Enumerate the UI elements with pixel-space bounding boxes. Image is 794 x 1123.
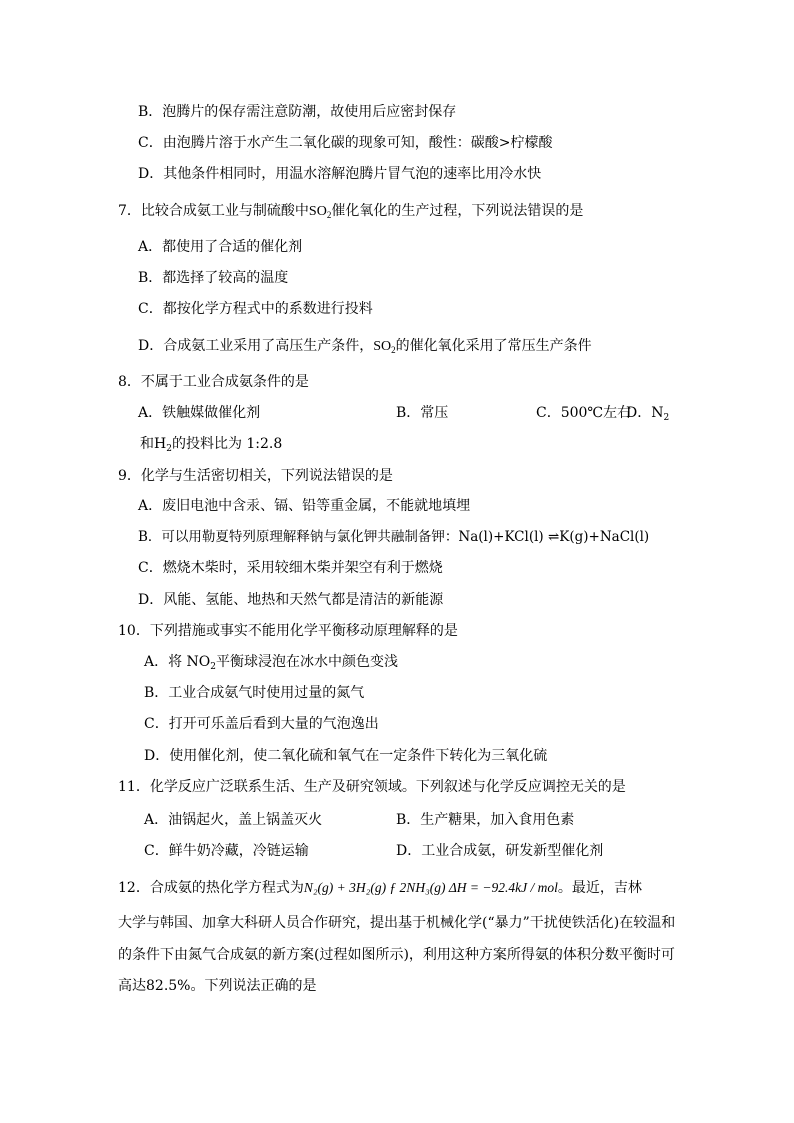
q7-stem-part2: 催化氧化的生产过程，下列说法错误的是 xyxy=(331,203,584,219)
q7-option-d-part2: 的催化氧化采用了常压生产条件 xyxy=(395,338,592,354)
q6-option-d: D．其他条件相同时，用温水溶解泡腾片冒气泡的速率比用冷水快 xyxy=(138,166,542,182)
q10-option-c: C．打开可乐盖后看到大量的气泡逸出 xyxy=(144,716,379,732)
q12-stem-part1: 12．合成氨的热化学方程式为 xyxy=(118,880,304,896)
q12-stem-part2: 。最近，吉林 xyxy=(557,880,642,896)
q9-option-b: B．可以用勒夏特列原理解释钠与氯化钾共融制备钾：Na(l)+KCl(l) ⇌K(g)+NaCl(l) xyxy=(138,529,650,545)
q11-option-a: A．油锅起火，盖上锅盖灭火 xyxy=(144,812,323,828)
q8-option-d-continued xyxy=(140,434,282,459)
q10-stem: 10．下列措施或事实不能用化学平衡移动原理解释的是 xyxy=(118,623,458,639)
q7-option-d-so2: SO xyxy=(373,339,392,354)
q7-so2: SO xyxy=(308,204,327,219)
q11-option-c: C．鲜牛奶冷藏，冷链运输 xyxy=(144,843,309,859)
q12-line-4: 高达82.5%。下列说法正确的是 xyxy=(118,978,317,994)
q7-stem-part1: 7．比较合成氨工业与制硫酸中 xyxy=(118,203,309,219)
q8-option-d-part1: D．N xyxy=(626,405,664,421)
q9-option-a: A．废旧电池中含汞、镉、铅等重金属，不能就地填埋 xyxy=(138,498,471,514)
q8-stem: 8．不属于工业合成氨条件的是 xyxy=(118,374,309,390)
q7-option-d-so2-sub: 2 xyxy=(391,345,396,355)
q12-line-2: 大学与韩国、加拿大科研人员合作研究，提出基于机械化学(“暴力”干扰使铁活化)在较温和 xyxy=(118,915,676,931)
q6-option-c: C．由泡腾片溶于水产生二氧化碳的现象可知，酸性：碳酸>柠檬酸 xyxy=(138,135,553,151)
q8-option-d-sub: 2 xyxy=(663,413,670,423)
q6-option-b: B．泡腾片的保存需注意防潮，故使用后应密封保存 xyxy=(138,104,457,120)
q10-option-a-part1: A．将 NO xyxy=(144,654,211,670)
q9-option-c: C．燃烧木柴时，采用较细木柴并架空有利于燃烧 xyxy=(138,560,443,576)
q8-option-d-part2: 和H xyxy=(140,436,167,452)
q10-option-d: D．使用催化剂，使二氧化硫和氧气在一定条件下转化为三氧化硫 xyxy=(144,748,548,764)
q7-option-b: B．都选择了较高的温度 xyxy=(138,270,289,286)
q9-stem: 9．化学与生活密切相关，下列说法错误的是 xyxy=(118,468,393,484)
q11-option-d: D．工业合成氨，研发新型催化剂 xyxy=(396,843,604,859)
q8-option-d-part3: 的投料比为 1:2.8 xyxy=(171,436,283,452)
q12-stem xyxy=(118,878,642,898)
q7-option-c: C．都按化学方程式中的系数进行投料 xyxy=(138,301,373,317)
q12-line-3: 的条件下由氮气合成氨的新方案(过程如图所示)，利用这种方案所得氨的体积分数平衡时可 xyxy=(118,947,675,963)
q7-option-d xyxy=(138,336,592,360)
q10-option-a xyxy=(144,652,398,677)
q11-stem: 11．化学反应广泛联系生活、生产及研究领域。下列叙述与化学反应调控无关的是 xyxy=(118,779,626,795)
q8-option-c: C．500℃左右 xyxy=(536,405,632,421)
q7-stem xyxy=(118,201,583,225)
q8-option-d-sub2: 2 xyxy=(166,444,172,454)
q8-option-d xyxy=(626,403,669,428)
q10-option-a-part2: 平衡球浸泡在冰水中颜色变浅 xyxy=(216,654,399,670)
q7-option-a: A．都使用了合适的催化剂 xyxy=(138,239,303,255)
q7-option-d-part1: D．合成氨工业采用了高压生产条件， xyxy=(138,338,374,354)
q10-option-b: B．工业合成氨气时使用过量的氮气 xyxy=(144,685,365,701)
q8-option-b: B．常压 xyxy=(396,405,449,421)
q8-option-a: A．铁触媒做催化剂 xyxy=(138,405,261,421)
q11-option-b: B．生产糖果，加入食用色素 xyxy=(396,812,575,828)
q9-option-d: D．风能、氢能、地热和天然气都是清洁的新能源 xyxy=(138,592,444,608)
q7-so2-sub: 2 xyxy=(326,210,332,220)
q12-equation: N₂(g) + 3H₂(g) ƒ 2NH₃(g) ΔH = −92.4kJ / mol xyxy=(303,880,558,895)
q10-option-a-sub: 2 xyxy=(210,662,217,672)
